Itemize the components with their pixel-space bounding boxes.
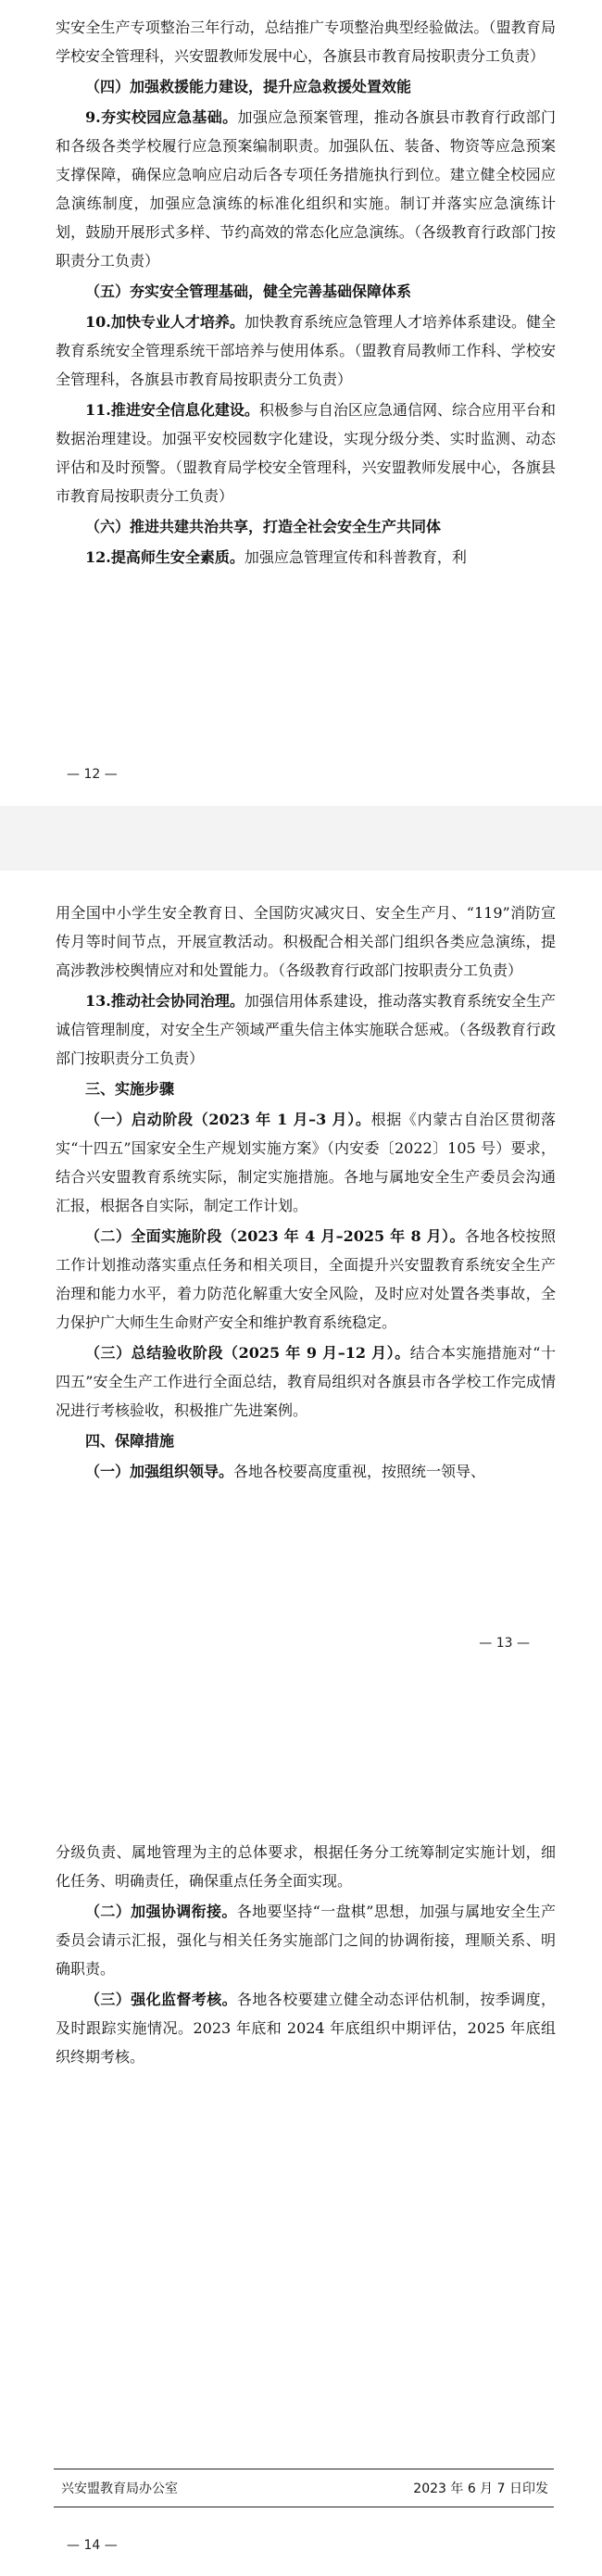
footer-print-date: 2023 年 6 月 7 日印发 (413, 2482, 548, 2496)
item-12-title: 12.提高师生安全素质。 (85, 548, 245, 566)
item-12-text: 加强应急管理宣传和科普教育，利 (244, 548, 467, 566)
paragraph-item-11 (56, 396, 556, 510)
page-14-body (56, 1838, 556, 2073)
paragraph-stage-2 (56, 1222, 556, 1337)
chapter-heading-3: 三、实施步骤 (85, 1080, 175, 1098)
stage-1-text: 根据《内蒙古自治区贯彻落实“十四五”国家安全生产规划实施方案》（内安委〔2022〕105 号）要求，结合兴安盟教育系统实际，制定实施措施。各地与属地安全生产委员会沟通汇报，根据各自实际，制定工作计划。 (56, 1111, 556, 1214)
guarantee-2-text: 各地要坚持“一盘棋”思想，加强与属地安全生产委员会请示汇报，强化与相关任务实施部门之间的协调衔接，理顺关系、明确职责。 (56, 1903, 556, 1978)
paragraph-item-12-cont: 用全国中小学生安全教育日、全国防灾减灾日、安全生产月、“119”消防宣传月等时间节点，开展宣教活动。积极配合相关部门组织各类应急演练，提高涉教涉校舆情应对和处置能力。（各级教育行政部门按职责分工负责） (56, 904, 556, 979)
paragraph-item-13 (56, 986, 556, 1073)
guarantee-3-title: （三）强化监督考核。 (85, 1991, 237, 2008)
stage-2-title: （二）全面实施阶段（2023 年 4 月–2025 年 8 月）。 (85, 1227, 465, 1245)
stage-3-title: （三）总结验收阶段（2025 年 9 月–12 月）。 (85, 1344, 410, 1362)
footer-issuer: 兴安盟教育局办公室 (61, 2482, 178, 2496)
paragraph-guarantee-1 (56, 1457, 556, 1486)
item-13-text: 加强信用体系建设，推动落实教育系统安全生产诚信管理制度，对安全生产领域严重失信主体实施联合惩戒。（各级教育行政部门按职责分工负责） (56, 992, 556, 1067)
guarantee-1-text: 各地各校要高度重视，按照统一领导、 (233, 1463, 486, 1480)
page-number: — 13 — (479, 1636, 530, 1651)
stage-2-text: 各地各校按照工作计划推动落实重点任务和相关项目，全面提升兴安盟教育系统安全生产治理和能力水平，着力防范化解重大安全风险，及时应对处置各类事故，全力保护广大师生生命财产安全和维护教育系统稳定。 (56, 1227, 556, 1331)
item-9-text: 加强应急预案管理，推动各旗县市教育行政部门和各级各类学校履行应急预案编制职责。加强队伍、装备、物资等应急预案支撑保障，确保应急响应启动后各专项任务措施执行到位。建立健全校园应急演练制度，加强应急演练的标准化组织和实施。制订并落实应急演练计划，鼓励开展形式多样、节约高效的常态化应急演练。（各级教育行政部门按职责分工负责） (56, 108, 556, 270)
stage-1-title: （一）启动阶段（2023 年 1 月–3 月）。 (85, 1111, 371, 1128)
guarantee-3-text: 各地各校要建立健全动态评估机制，按季调度，及时跟踪实施情况。2023 年底和 2024 年底组织中期评估，2025 年底组织终期考核。 (56, 1991, 556, 2066)
guarantee-2-title: （二）加强协调衔接。 (85, 1903, 237, 1920)
paragraph-guarantee-3 (56, 1985, 556, 2071)
section-heading-4: （四）加强救援能力建设，提升应急救援处置效能 (85, 78, 412, 95)
guarantee-1-title: （一）加强组织领导。 (85, 1463, 234, 1480)
paragraph-guarantee-1-cont: 分级负责、属地管理为主的总体要求，根据任务分工统筹制定实施计划，细化任务、明确责任，确保重点任务全面实现。 (56, 1843, 556, 1890)
section-heading-6: （六）推进共建共治共享，打造全社会安全生产共同体 (85, 518, 442, 535)
item-11-title: 11.推进安全信息化建设。 (85, 401, 259, 419)
print-footer (61, 2479, 548, 2497)
page-number: — 14 — (67, 2538, 118, 2553)
item-10-title: 10.加快专业人才培养。 (85, 313, 245, 331)
page-13-body (56, 898, 556, 1488)
document-page-12 (0, 0, 602, 806)
paragraph-item-12 (56, 543, 556, 572)
item-10-text: 加快教育系统应急管理人才培养体系建设。健全教育系统安全管理系统干部培养与使用体系。（盟教育局教师工作科、学校安全管理科，各旗县市教育局按职责分工负责） (56, 313, 556, 388)
page-12-body (56, 13, 556, 573)
item-9-title: 9.夯实校园应急基础。 (85, 108, 238, 126)
chapter-heading-4: 四、保障措施 (85, 1432, 175, 1450)
stage-3-text: 结合本实施措施对“十四五”安全生产工作进行全面总结，教育局组织对各旗县市各学校工作完成情况进行考核验收，积极推广先进案例。 (56, 1344, 556, 1419)
document-page-13 (0, 871, 602, 1723)
paragraph-stage-1 (56, 1105, 556, 1220)
paragraph-item-10 (56, 308, 556, 394)
item-11-text: 积极参与自治区应急通信网、综合应用平台和数据治理建设。加强平安校园数字化建设，实现分级分类、实时监测、动态评估和及时预警。（盟教育局学校安全管理科，兴安盟教师发展中心，各旗县市教育局按职责分工负责） (56, 401, 556, 505)
paragraph-guarantee-2 (56, 1897, 556, 1983)
item-13-title: 13.推动社会协同治理。 (85, 992, 245, 1010)
paragraph-stage-3 (56, 1338, 556, 1425)
section-heading-5: （五）夯实安全管理基础，健全完善基础保障体系 (85, 283, 412, 300)
page-number: — 12 — (67, 767, 118, 782)
page-gap (0, 806, 602, 871)
document-page-14 (0, 1723, 602, 2576)
paragraph-intro: 实安全生产专项整治三年行动，总结推广专项整治典型经验做法。（盟教育局学校安全管理科，兴安盟教师发展中心，各旗县市教育局按职责分工负责） (56, 19, 556, 65)
paragraph-item-9 (56, 103, 556, 275)
